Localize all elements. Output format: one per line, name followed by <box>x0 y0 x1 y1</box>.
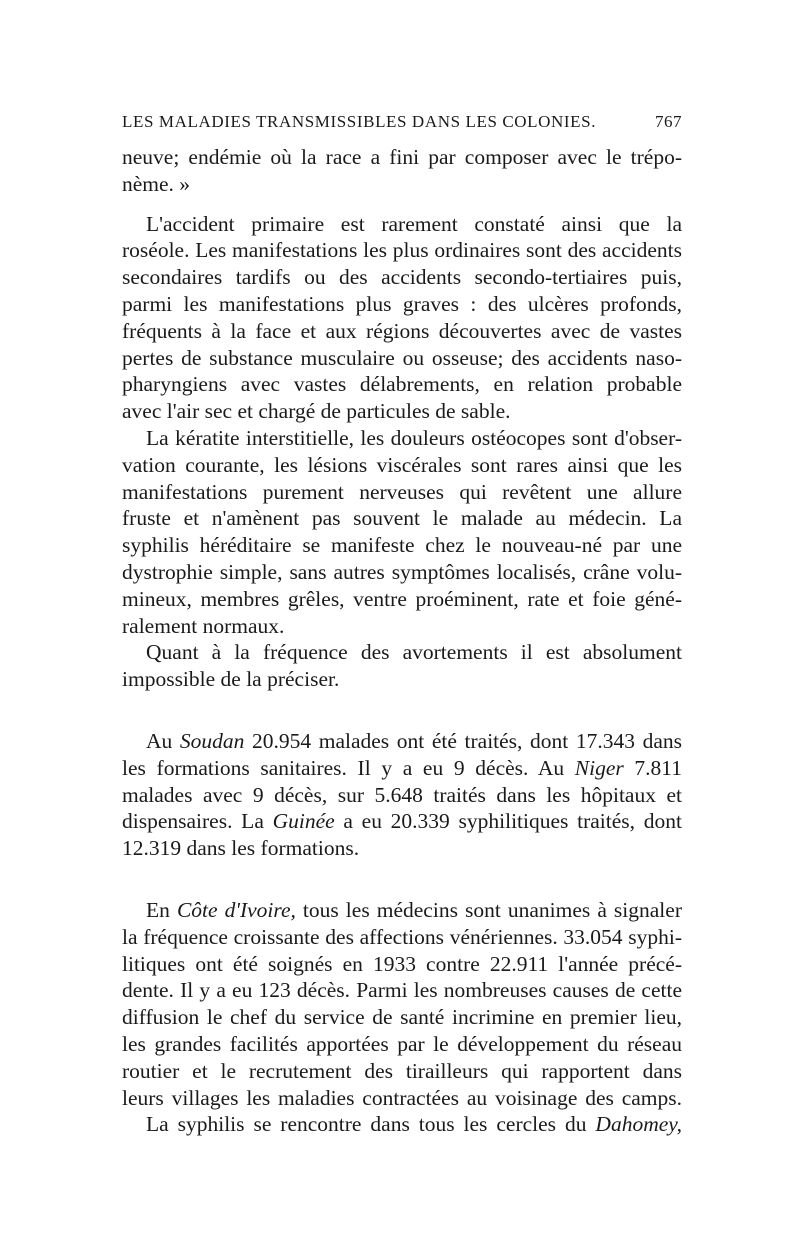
text-line: En Côte d'Ivoire, tous les médecins sont unanimes à signaler <box>146 897 682 922</box>
text-line: les formations sanitaires. Il y a eu 9 décès. Au Niger 7.811 <box>122 755 683 780</box>
text-line: pertes de substance musculaire ou osseuse; des accidents naso- <box>122 345 682 370</box>
text-line: mineux, membres grêles, ventre proéminent, rate et foie géné- <box>122 586 682 611</box>
text-line: parmi les manifestations plus graves : des ulcères profonds, <box>122 291 682 316</box>
running-title: LES MALADIES TRANSMISSIBLES DANS LES COLONIES. <box>122 112 597 131</box>
page-number: 767 <box>655 112 682 131</box>
text-line: impossible de la préciser. <box>122 667 340 692</box>
text-line: dispensaires. La Guinée a eu 20.339 syphilitiques traités, dont <box>122 809 682 834</box>
running-head <box>122 112 682 142</box>
text-line: La syphilis se rencontre dans tous les cercles du Dahomey, <box>146 1112 682 1137</box>
paragraph-cote-divoire <box>122 897 682 1111</box>
spacer <box>122 862 682 897</box>
italic-place-name: Côte d'Ivoire, <box>176 897 296 922</box>
text-line: diffusion le chef du service de santé incrimine en premier lieu, <box>122 1005 682 1030</box>
text-line: pharyngiens avec vastes délabrements, en relation probable <box>122 372 682 397</box>
text-line: fréquents à la face et aux régions découvertes avec de vastes <box>122 318 682 343</box>
text-line: L'accident primaire est rarement constaté ainsi que la <box>146 211 682 236</box>
text-line: roséole. Les manifestations les plus ordinaires sont des accidents <box>122 238 682 263</box>
text-line: litiques ont été soignés en 1933 contre 22.911 l'année précé- <box>122 951 682 976</box>
text-line: dystrophie simple, sans autres symptômes localisés, crâne volu- <box>122 559 682 584</box>
text-line: Au Soudan 20.954 malades ont été traités, dont 17.343 dans <box>146 728 683 753</box>
text-line: manifestations purement nerveuses qui revêtent une allure <box>122 479 682 504</box>
text-line: Quant à la fréquence des avortements il est absolument <box>146 640 682 665</box>
italic-place-name: Guinée <box>272 809 335 834</box>
italic-place-name: Dahomey, <box>595 1112 682 1137</box>
text-line: neuve; endémie où la race a fini par composer avec le trépo- <box>122 145 682 169</box>
text-line: dente. Il y a eu 123 décès. Parmi les nombreuses causes de cette <box>122 978 682 1003</box>
text-line: fruste et n'amènent pas souvent le malade au médecin. La <box>122 506 682 531</box>
paragraph-primary-accident <box>122 211 682 425</box>
spacer <box>122 198 682 211</box>
text-line: routier et le recrutement des tirailleurs qui rapportent dans <box>122 1058 682 1083</box>
text-line: vation courante, les lésions viscérales sont rares ainsi que les <box>122 452 682 477</box>
text-line: nème. » <box>122 171 191 196</box>
text-line: avec l'air sec et chargé de particules de sable. <box>122 399 511 424</box>
text-line: la fréquence croissante des affections vénériennes. 33.054 syphi- <box>122 924 682 949</box>
spacer <box>122 693 682 728</box>
text-line: La kératite interstitielle, les douleurs ostéocopes sont d'obser- <box>146 425 682 450</box>
text-line: les grandes facilités apportées par le développement du réseau <box>122 1031 682 1056</box>
page <box>122 112 682 1138</box>
text-line: malades avec 9 décès, sur 5.648 traités dans les hôpitaux et <box>122 782 682 807</box>
text-line: 12.319 dans les formations. <box>122 836 360 861</box>
paragraph-abortions <box>122 639 682 693</box>
paragraph-keratitis <box>122 425 682 639</box>
text-line: syphilis héréditaire se manifeste chez le nouveau-né par une <box>122 533 682 558</box>
text-line: secondaires tardifs ou des accidents secondo-tertiaires puis, <box>122 265 682 290</box>
italic-place-name: Niger <box>574 755 624 780</box>
paragraph-soudan <box>122 728 682 862</box>
text-line: ralement normaux. <box>122 613 285 638</box>
paragraph-dahomey <box>122 1111 682 1138</box>
italic-place-name: Soudan <box>179 728 245 753</box>
text-line: leurs villages les maladies contractées au voisinage des camps. <box>122 1085 682 1110</box>
paragraph-continuation <box>122 144 682 198</box>
